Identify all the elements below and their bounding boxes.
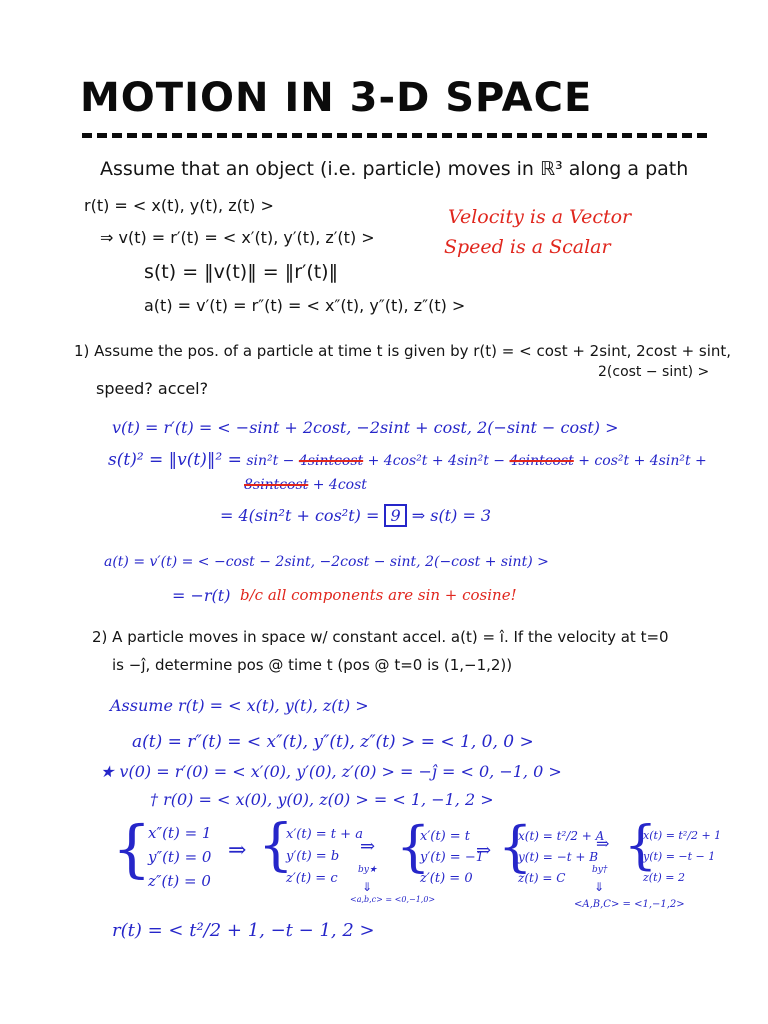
p1-cancel-term-3: 8sintcost	[244, 477, 309, 493]
p2-sys3-y: y′(t) = −1	[420, 850, 484, 865]
p2-sys3-x: x′(t) = t	[420, 829, 471, 844]
p2-sys1-x: x″(t) = 1	[148, 824, 212, 842]
p1-acceleration: a(t) = v′(t) = < −cost − 2sint, −2cost − sint, 2(−cost + sint) >	[104, 554, 549, 570]
p2-sys2-y: y′(t) = b	[286, 849, 340, 864]
p1-speed-result: ⇒ s(t) = 3	[411, 506, 492, 525]
intro-line-2: r(t) = < x(t), y(t), z(t) >	[84, 196, 274, 215]
intro-line-4: s(t) = ‖v(t)‖ = ‖r′(t)‖	[144, 261, 339, 283]
p1-speed-term-c: + cos²t + 4sin²t +	[578, 453, 707, 469]
intro-line-3: ⇒ v(t) = r′(t) = < x′(t), y′(t), z′(t) >	[100, 228, 375, 247]
p2-by-dagger-label: by†	[592, 865, 608, 875]
p2-brace-2: {	[258, 813, 294, 878]
p2-implies-2: ⇒	[360, 836, 376, 857]
p2-assume: Assume r(t) = < x(t), y(t), z(t) >	[110, 696, 369, 715]
p1-cancel-term-2: 4sintcost	[509, 453, 574, 469]
p2-sys5-y: y(t) = −t − 1	[643, 850, 716, 863]
p1-speed-squared	[108, 452, 707, 469]
p1-boxed-nine: 9	[384, 504, 406, 527]
p1-speed-eq: = 4(sin²t + cos²t) =	[220, 506, 380, 525]
intro-line-5: a(t) = v′(t) = r″(t) = < x″(t), y″(t), z″(t) >	[144, 296, 466, 315]
p1-cancel-term-1: 4sintcost	[298, 453, 364, 469]
note-velocity: Velocity is a Vector	[448, 206, 632, 228]
problem-1-statement: 1) Assume the pos. of a particle at time t is given by r(t) = < cost + 2sint, 2cost + sint,	[74, 342, 732, 360]
p2-abc-lowercase: <a,b,c> = <0,−1,0>	[350, 895, 436, 904]
p1-speed-squared-cont	[244, 478, 367, 492]
note-speed: Speed is a Scalar	[444, 236, 611, 258]
p2-sys2-x: x′(t) = t + a	[286, 827, 363, 842]
p2-down-arrow-1: ⇓	[362, 880, 373, 894]
p2-sys5-z: z(t) = 2	[643, 871, 686, 884]
problem-1-question: speed? accel?	[96, 379, 209, 398]
p2-brace-3: {	[396, 815, 431, 878]
p2-sys2-z: z′(t) = c	[286, 871, 338, 886]
title-underline	[82, 133, 707, 138]
problem-2-statement-cont: is −ĵ, determine pos @ time t (pos @ t=0 is (1,−1,2))	[112, 656, 513, 674]
problem-1-statement-cont: 2(cost − sint) >	[598, 364, 710, 380]
p1-acceleration-note: b/c all components are sin + cosine!	[240, 586, 517, 604]
p2-implies-1: ⇒	[228, 838, 247, 863]
p2-abc-uppercase: <A,B,C> = <1,−1,2>	[574, 899, 685, 910]
p2-acceleration: a(t) = r″(t) = < x″(t), y″(t), z″(t) > = < 1, 0, 0 >	[132, 732, 534, 752]
p2-sys3-z: z′(t) = 0	[420, 871, 473, 886]
problem-2-statement: 2) A particle moves in space w/ constant accel. a(t) = î. If the velocity at t=0	[92, 628, 669, 646]
p2-initial-position: † r(0) = < x(0), y(0), z(0) > = < 1, −1, 2 >	[150, 790, 494, 809]
p2-brace-4: {	[498, 815, 533, 878]
p1-speed-lhs: s(t)² = ‖v(t)‖² =	[108, 450, 242, 470]
p2-sys1-z: z″(t) = 0	[148, 872, 211, 890]
p2-final-answer: r(t) = < t²/2 + 1, −t − 1, 2 >	[112, 920, 375, 941]
p2-sys4-z: z(t) = C	[518, 871, 566, 885]
p1-acceleration-neg-r: = −r(t)	[172, 586, 231, 605]
p2-sys5-x: x(t) = t²/2 + 1	[643, 829, 722, 842]
p2-sys4-y: y(t) = −t + B	[518, 850, 599, 864]
p1-speed-term-a: sin²t −	[246, 453, 295, 469]
p1-speed-simplified	[220, 508, 491, 524]
p2-implies-3: ⇒	[476, 840, 492, 861]
p2-sys4-x: x(t) = t²/2 + A	[518, 829, 605, 843]
p2-by-star-label: by★	[358, 865, 377, 875]
p2-brace-1: {	[112, 812, 152, 885]
intro-line-1: Assume that an object (i.e. particle) moves in ℝ³ along a path	[100, 158, 689, 180]
p2-initial-velocity: ★ v(0) = r′(0) = < x′(0), y′(0), z′(0) > = −ĵ = < 0, −1, 0 >	[100, 762, 562, 781]
p2-implies-4: ⇒	[596, 834, 610, 853]
p1-velocity: v(t) = r′(t) = < −sint + 2cost, −2sint + cost, 2(−sint − cost) >	[112, 418, 619, 437]
p2-down-arrow-2: ⇓	[594, 880, 605, 894]
p2-brace-5: {	[624, 816, 658, 876]
page-title: MOTION IN 3-D SPACE	[80, 75, 593, 121]
p1-speed-term-d: + 4cost	[312, 477, 367, 493]
p2-sys1-y: y″(t) = 0	[148, 848, 212, 866]
p1-speed-term-b: + 4cos²t + 4sin²t −	[367, 453, 506, 469]
